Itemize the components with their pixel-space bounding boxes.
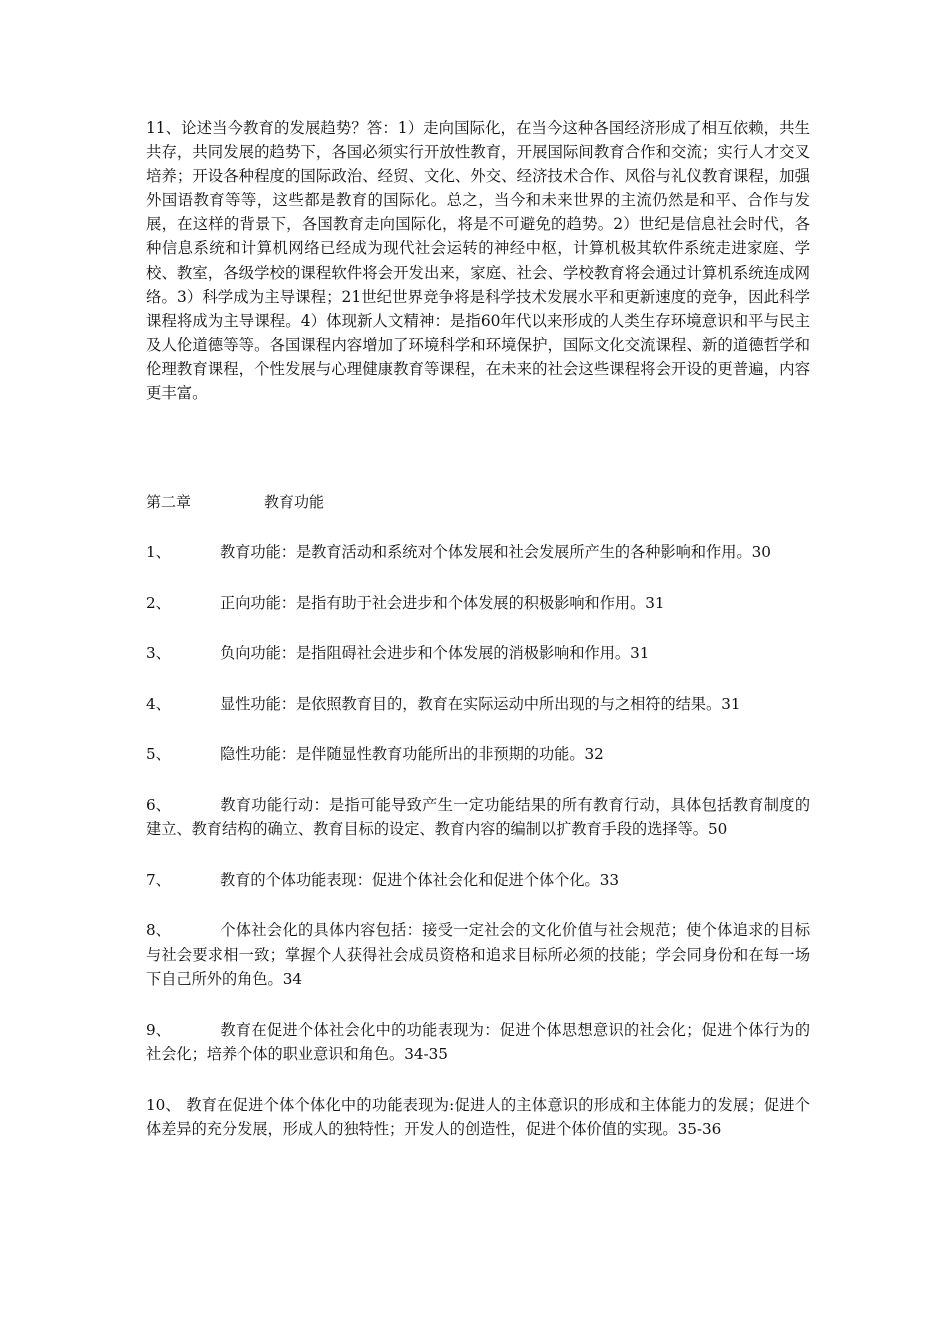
item-text: 正向功能：是指有助于社会进步和个体发展的积极影响和作用。31 (220, 593, 665, 612)
item-number: 7、 (146, 870, 171, 889)
item-number: 8、 (146, 921, 171, 939)
list-item (146, 868, 810, 893)
item-number: 4、 (146, 694, 171, 713)
item-text: 负向功能：是指阻碍社会进步和个体发展的消极影响和作用。31 (220, 644, 650, 662)
item-text: 教育在促进个体社会化中的功能表现为：促进个体思想意识的社会化；促进个体行为的社会化；培养个体的职业意识和角色。34-35 (146, 1020, 810, 1063)
item-text: 隐性功能：是伴随显性教育功能所出的非预期的功能。32 (220, 745, 604, 763)
item-text: 教育功能行动：是指可能导致产生一定功能结果的所有教育行动，具体包括教育制度的建立、教育结构的确立、教育目标的设定、教育内容的编制以扩教育手段的选择等。50 (146, 795, 810, 838)
item-text: 教育功能：是教育活动和系统对个体发展和社会发展所产生的各种影响和作用。30 (220, 543, 771, 561)
chapter-label: 第二章 (146, 493, 192, 511)
chapter-heading (146, 490, 324, 514)
intro-paragraph: 11、论述当今教育的发展趋势？答：1）走向国际化，在当今这种各国经济形成了相互依赖，共生共存，共同发展的趋势下，各国必须实行开放性教育，开展国际间教育合作和交流；实行人才交叉培养；开设各种程度的国际政治、经贸、文化、外交、经济技术合作、风俗与礼仪教育课程，加强外国语教育等等，这些都是教育的国际化。总之，当今和未来世界的主流仍然是和平、合作与发展，在这样的背景下，各国教育走向国际化，将是不可避免的趋势。2）世纪是信息社会时代，各种信息系统和计算机网络已经成为现代社会运转的神经中枢，计算机极其软件系统走进家庭、学校、教室，各级学校的课程软件将会开发出来，家庭、社会、学校教育将会通过计算机系统连成网络。3）科学成为主导课程；21世纪世界竞争将是科学技术发展水平和更新速度的竞争，因此科学课程将成为主导课程。4）体现新人文精神：是指60年代以来形成的人类生存环境意识和平与民主及人伦道德等等。各国课程内容增加了环境科学和环境保护，国际文化交流课程、新的道德哲学和伦理教育课程，个性发展与心理健康教育等课程，在未来的社会这些课程将会开设的更普遍，内容更丰富。 (146, 119, 810, 403)
item-text: 显性功能：是依照教育目的，教育在实际运动中所出现的与之相符的结果。31 (220, 694, 741, 713)
definition-list (146, 540, 810, 1168)
item-text: 个体社会化的具体内容包括：接受一定社会的文化价值与社会规范；使个体追求的目标与社会要求相一致；掌握个人获得社会成员资格和追求目标所必须的技能；学会同身份和在每一场下自己所外的角色。34 (146, 921, 810, 988)
item-number: 10、 (146, 1095, 181, 1114)
list-item (146, 591, 810, 616)
list-item (146, 793, 810, 842)
list-item (146, 1018, 810, 1067)
item-number: 1、 (146, 543, 171, 561)
list-item (146, 692, 810, 717)
chapter-title: 教育功能 (264, 493, 325, 511)
item-number: 5、 (146, 745, 171, 763)
item-number: 3、 (146, 644, 171, 662)
document-page (146, 116, 810, 1138)
list-item (146, 1093, 810, 1142)
list-item (146, 918, 810, 992)
list-item (146, 540, 810, 565)
list-item (146, 742, 810, 767)
item-number: 2、 (146, 593, 171, 612)
item-number: 9、 (146, 1020, 171, 1039)
item-text: 教育在促进个体个体化中的功能表现为:促进人的主体意识的形成和主体能力的发展；促进个体差异的充分发展，形成人的独特性；开发人的创造性，促进个体价值的实现。35-36 (146, 1095, 810, 1138)
item-text: 教育的个体功能表现：促进个体社会化和促进个体个化。33 (220, 870, 620, 889)
list-item (146, 641, 810, 666)
item-number: 6、 (146, 795, 171, 814)
